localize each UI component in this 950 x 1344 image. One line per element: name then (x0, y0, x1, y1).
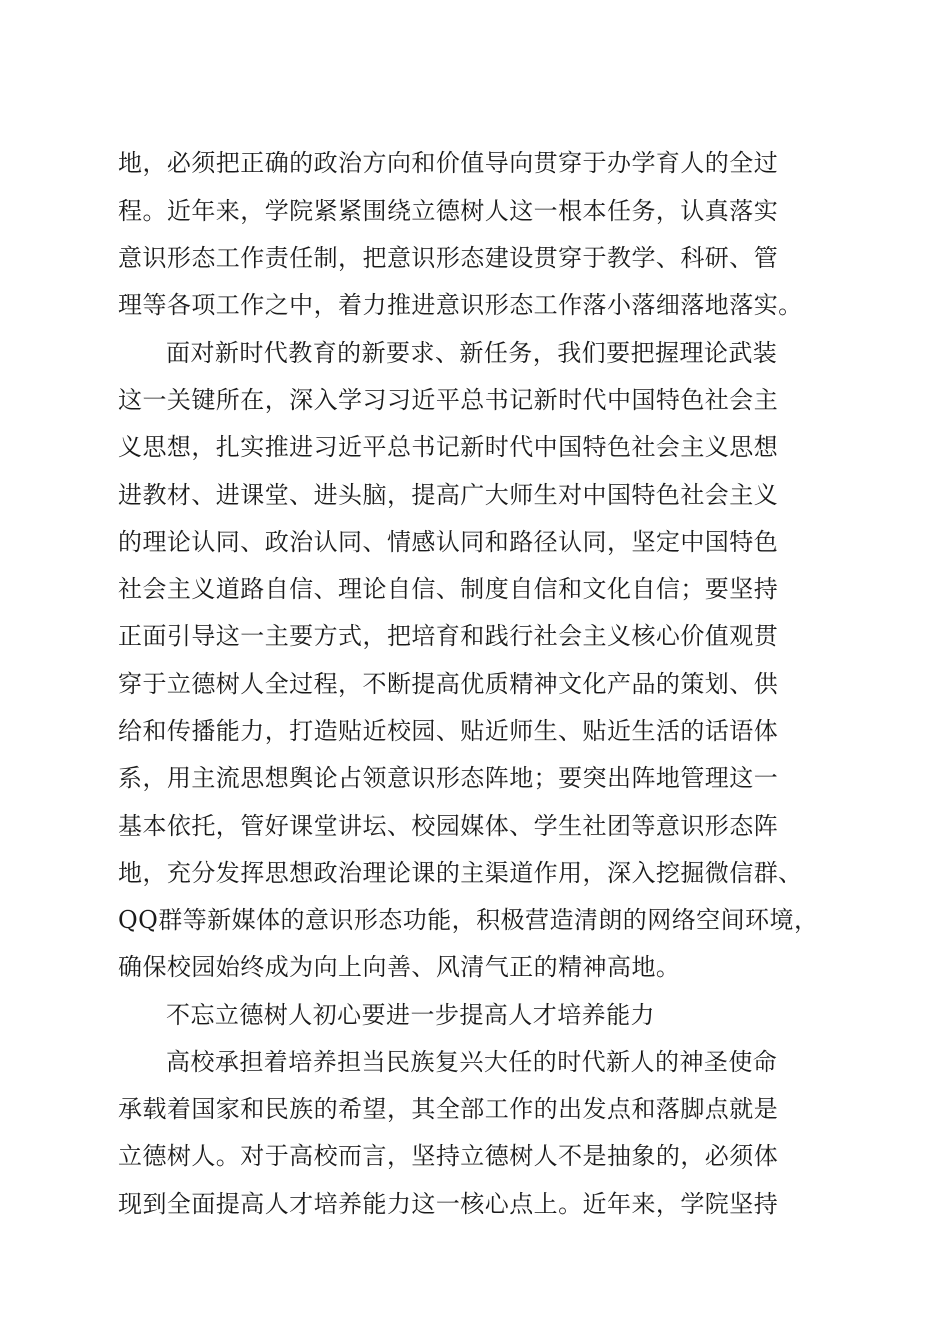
paragraph-line: 确保校园始终成为向上向善、风清气正的精神高地。 (118, 953, 681, 981)
paragraph-line: 承载着国家和民族的希望，其全部工作的出发点和落脚点就是 (118, 1095, 779, 1123)
paragraph-line: 穿于立德树人全过程，不断提高优质精神文化产品的策划、供 (118, 670, 779, 698)
paragraph-line: QQ群等新媒体的意识形态功能，积极营造清朗的网络空间环境， (118, 906, 819, 934)
paragraph-line: 正面引导这一主要方式，把培育和践行社会主义核心价值观贯 (118, 622, 779, 650)
paragraph-line: 理等各项工作之中，着力推进意识形态工作落小落细落地落实。 (118, 291, 803, 319)
paragraph-line: 地，充分发挥思想政治理论课的主渠道作用，深入挖掘微信群、 (118, 859, 803, 887)
paragraph-line: 面对新时代教育的新要求、新任务，我们要把握理论武装 (166, 339, 778, 367)
paragraph-line: 进教材、进课堂、进头脑，提高广大师生对中国特色社会主义 (118, 481, 779, 509)
paragraph-line: 社会主义道路自信、理论自信、制度自信和文化自信；要坚持 (118, 575, 779, 603)
paragraph-line: 的理论认同、政治认同、情感认同和路径认同，坚定中国特色 (118, 528, 779, 556)
paragraph-line: 给和传播能力，打造贴近校园、贴近师生、贴近生活的话语体 (118, 717, 779, 745)
section-heading: 不忘立德树人初心要进一步提高人才培养能力 (166, 1001, 655, 1029)
paragraph-line: 基本依托，管好课堂讲坛、校园媒体、学生社团等意识形态阵 (118, 812, 779, 840)
paragraph-line: 地，必须把正确的政治方向和价值导向贯穿于办学育人的全过 (118, 149, 779, 177)
paragraph-line: 立德树人。对于高校而言，坚持立德树人不是抽象的，必须体 (118, 1142, 779, 1170)
paragraph-line: 现到全面提高人才培养能力这一核心点上。近年来，学院坚持 (118, 1190, 779, 1218)
paragraph-line: 这一关键所在，深入学习习近平总书记新时代中国特色社会主 (118, 386, 779, 414)
paragraph-line: 意识形态工作责任制，把意识形态建设贯穿于教学、科研、管 (118, 244, 779, 272)
paragraph-line: 高校承担着培养担当民族复兴大任的时代新人的神圣使命 (166, 1048, 778, 1076)
paragraph-line: 系，用主流思想舆论占领意识形态阵地；要突出阵地管理这一 (118, 764, 779, 792)
paragraph-line: 程。近年来，学院紧紧围绕立德树人这一根本任务，认真落实 (118, 197, 779, 225)
paragraph-line: 义思想，扎实推进习近平总书记新时代中国特色社会主义思想 (118, 433, 779, 461)
